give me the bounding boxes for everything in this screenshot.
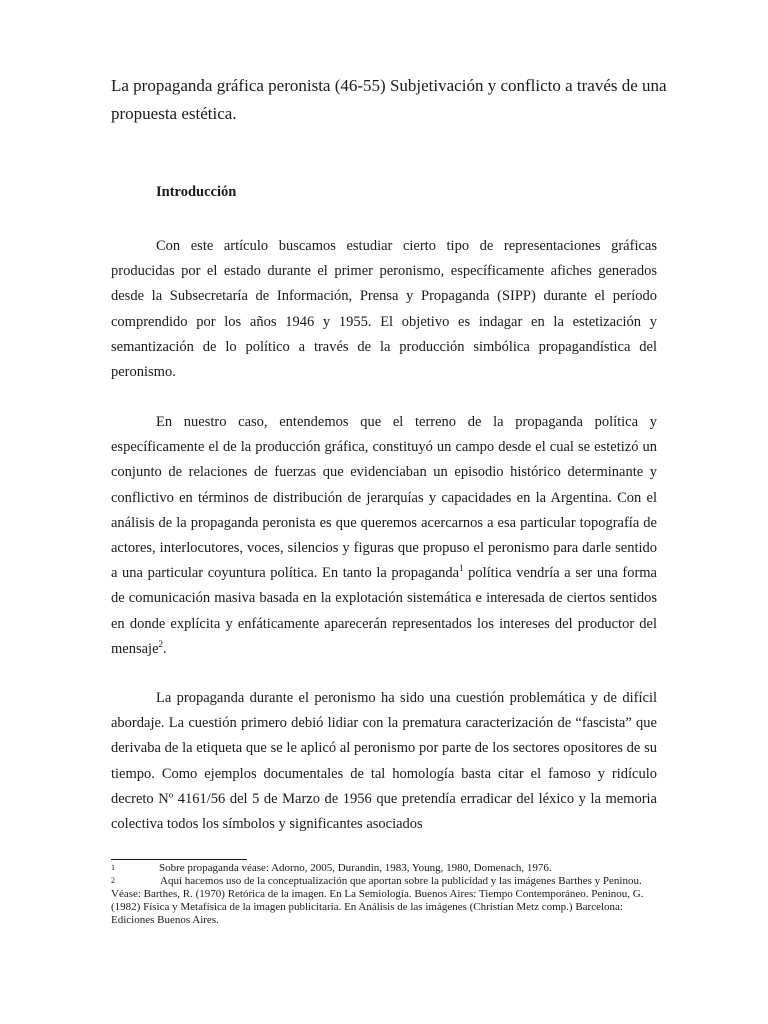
- paragraph-3: La propaganda durante el peronismo ha sido una cuestión problemática y de difícil abordaje. La cuestión primero debió lidiar con la prematura caracterización de “fascista” que derivaba de la etiqueta que se le aplicó al peronismo por parte de los sectores opositores de su tiempo. Como ejemplos documentales de tal homología basta citar el famoso y ridículo decreto Nº 4161/56 del 5 de Marzo de 1956 que pretendía erradicar del léxico y la memoria colectiva todos los símbolos y significantes asociados: [111, 690, 657, 833]
- footnote-ref-2: 2: [158, 639, 164, 649]
- footnote-ref-1: 1: [459, 563, 464, 574]
- paragraph-2-text-c: .: [163, 640, 167, 657]
- paragraph-1: Con este artículo buscamos estudiar cierto tipo de representaciones gráficas producidas por el estado durante el primer peronismo, específicamente afiches generados desde la Subsecretaría de Información, Prensa y Propaganda (SIPP) durante el período comprendido por los años 1946 y 1955. El objetivo es indagar en la estetización y semantización de lo político a través de la producción simbólica propagandística del peronismo.: [111, 238, 657, 381]
- footnotes: [111, 862, 657, 927]
- paragraph-2: [111, 410, 657, 662]
- footnote-1-text: Sobre propaganda véase: Adorno, 2005, Durandin, 1983, Young, 1980, Domenach, 1976.: [159, 862, 552, 874]
- footnote-2-number: 2: [111, 876, 115, 885]
- paragraph-2-text-a: En nuestro caso, entendemos que el terreno de la propaganda política y específicamente el de la producción gráfica, constituyó un campo desde el cual se estetizó un conjunto de relaciones de fuerzas que evidenciaban un episodio histórico determinante y conflictivo en términos de distribución de jerarquías y capacidades en la Argentina. Con el análisis de la propaganda peronista es que queremos acercarnos a esa particular topografía de actores, interlocutores, voces, silencios y figuras que propuso el peronismo para darle sentido a una particular coyuntura política. En tanto la propaganda: [111, 414, 657, 582]
- document-title: La propaganda gráfica peronista (46-55) Subjetivación y conflicto a través de una propuesta estética.: [111, 76, 667, 123]
- footnote-2: [111, 875, 657, 927]
- paragraph-2-text-b: política vendría a ser una forma de comunicación masiva basada en la explotación sistemática e interesada de ciertos sentidos en donde explícita y enfáticamente aparecerán representados los intereses del productor del mensaje: [111, 565, 657, 657]
- footnote-1-number: 1: [111, 863, 115, 872]
- section-heading: Introducción: [156, 184, 237, 200]
- footnote-2-text: Aquí hacemos uso de la conceptualización que aportan sobre la publicidad y las imágenes Barthes y Peninou. Véase: Barthes, R. (1970) Retórica de la imagen. En La Semiología. Buenos Aires: Tiempo Contemporáneo. Peninou, G. (1982) Física y Metafísica de la imagen publicitaria. En Análisis de las imágenes (Christian Metz comp.) Barcelona: Ediciones Buenos Aires.: [111, 875, 644, 926]
- footnote-divider: [111, 859, 247, 860]
- footnote-1: [111, 862, 657, 875]
